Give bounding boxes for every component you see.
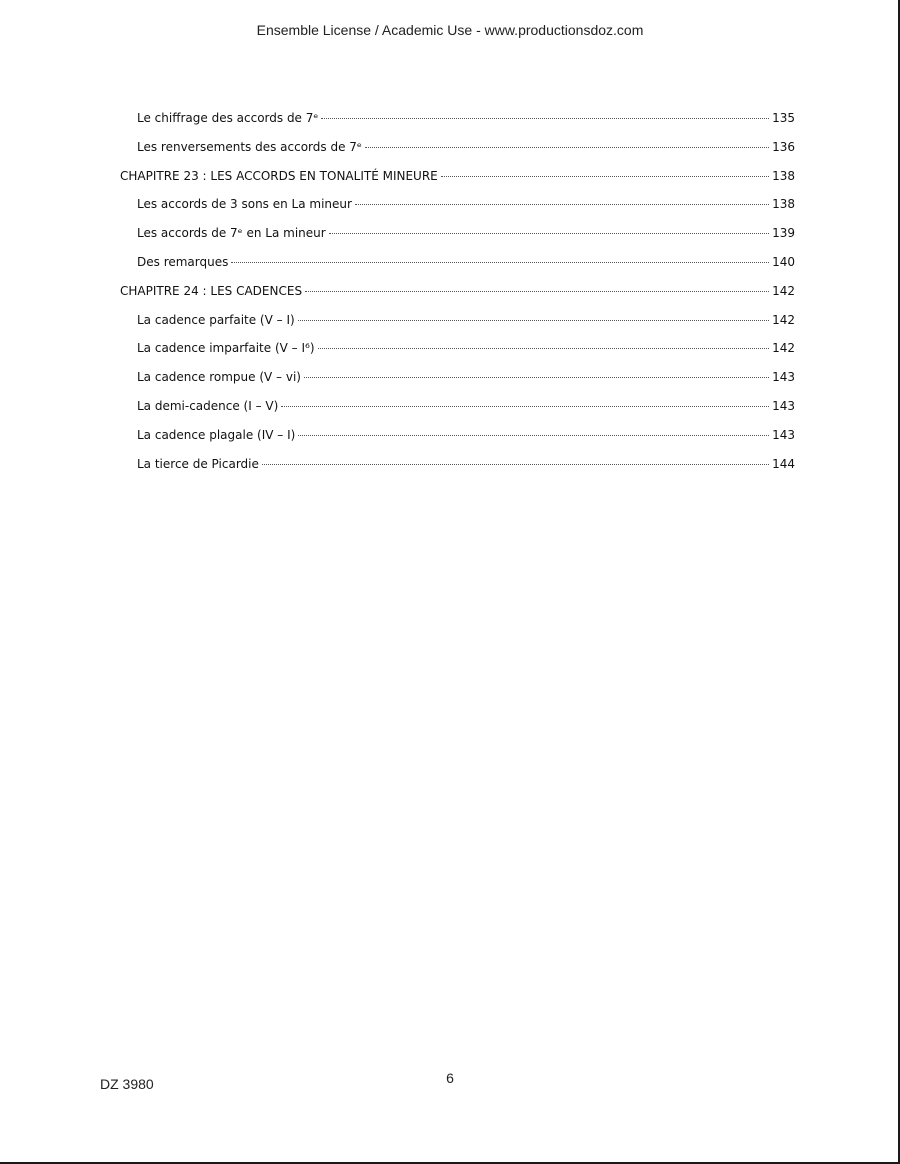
toc-dot-leader — [318, 348, 770, 349]
toc-entry-page: 140 — [772, 254, 795, 269]
document-code: DZ 3980 — [100, 1076, 154, 1092]
toc-entry[interactable] — [120, 421, 795, 450]
toc-dot-leader — [329, 233, 769, 234]
table-of-contents — [120, 104, 795, 478]
toc-entry[interactable] — [120, 306, 795, 335]
toc-entry-label: Les accords de 3 sons en La mineur — [137, 197, 352, 212]
toc-chapter-entry[interactable] — [120, 277, 795, 306]
toc-entry[interactable] — [120, 450, 795, 479]
toc-entry-label: La cadence plagale (IV – I) — [137, 427, 296, 442]
toc-entry[interactable] — [120, 334, 795, 363]
toc-entry-label: La cadence imparfaite (V – I⁶) — [137, 341, 315, 356]
toc-dot-leader — [365, 147, 769, 148]
toc-entry-label: Les renversements des accords de 7ᵉ — [137, 139, 362, 154]
toc-dot-leader — [262, 464, 769, 465]
toc-dot-leader — [231, 262, 769, 263]
toc-entry-label: La cadence rompue (V – vi) — [137, 370, 301, 385]
toc-entry-label: Des remarques — [137, 254, 229, 269]
toc-entry-page: 143 — [772, 370, 795, 385]
toc-entry[interactable] — [120, 133, 795, 162]
toc-entry-page: 139 — [772, 226, 795, 241]
toc-entry[interactable] — [120, 104, 795, 133]
toc-entry-page: 138 — [772, 168, 795, 183]
toc-chapter-entry[interactable] — [120, 162, 795, 191]
toc-dot-leader — [298, 320, 769, 321]
toc-entry[interactable] — [120, 219, 795, 248]
toc-entry-page: 144 — [772, 456, 795, 471]
toc-entry-label: Les accords de 7ᵉ en La mineur — [137, 226, 326, 241]
toc-entry-page: 135 — [772, 111, 795, 125]
toc-entry-page: 143 — [772, 427, 795, 442]
toc-entry[interactable] — [120, 248, 795, 277]
toc-entry-page: 142 — [772, 341, 795, 356]
toc-entry[interactable] — [120, 190, 795, 219]
toc-entry-page: 138 — [772, 197, 795, 212]
toc-dot-leader — [304, 377, 769, 378]
toc-entry-page: 143 — [772, 398, 795, 413]
toc-dot-leader — [355, 204, 769, 205]
toc-entry-page: 142 — [772, 312, 795, 327]
toc-entry[interactable] — [120, 392, 795, 421]
toc-entry-label: CHAPITRE 23 : LES ACCORDS EN TONALITÉ MINEURE — [120, 168, 438, 183]
toc-dot-leader — [321, 118, 769, 119]
toc-entry-label: CHAPITRE 24 : LES CADENCES — [120, 283, 303, 298]
toc-dot-leader — [298, 435, 769, 436]
toc-dot-leader — [281, 406, 769, 407]
toc-entry-page: 136 — [772, 139, 795, 154]
toc-entry-label: La demi-cadence (I – V) — [137, 398, 279, 413]
toc-dot-leader — [441, 176, 769, 177]
page-number: 6 — [446, 1070, 454, 1086]
toc-entry-label: La tierce de Picardie — [137, 456, 259, 471]
toc-entry[interactable] — [120, 363, 795, 392]
toc-entry-page: 142 — [772, 283, 795, 298]
license-header: Ensemble License / Academic Use - www.productionsdoz.com — [256, 22, 644, 38]
toc-entry-label: La cadence parfaite (V – I) — [137, 312, 295, 327]
toc-entry-label: Le chiffrage des accords de 7ᵉ — [137, 111, 319, 125]
toc-dot-leader — [305, 291, 769, 292]
